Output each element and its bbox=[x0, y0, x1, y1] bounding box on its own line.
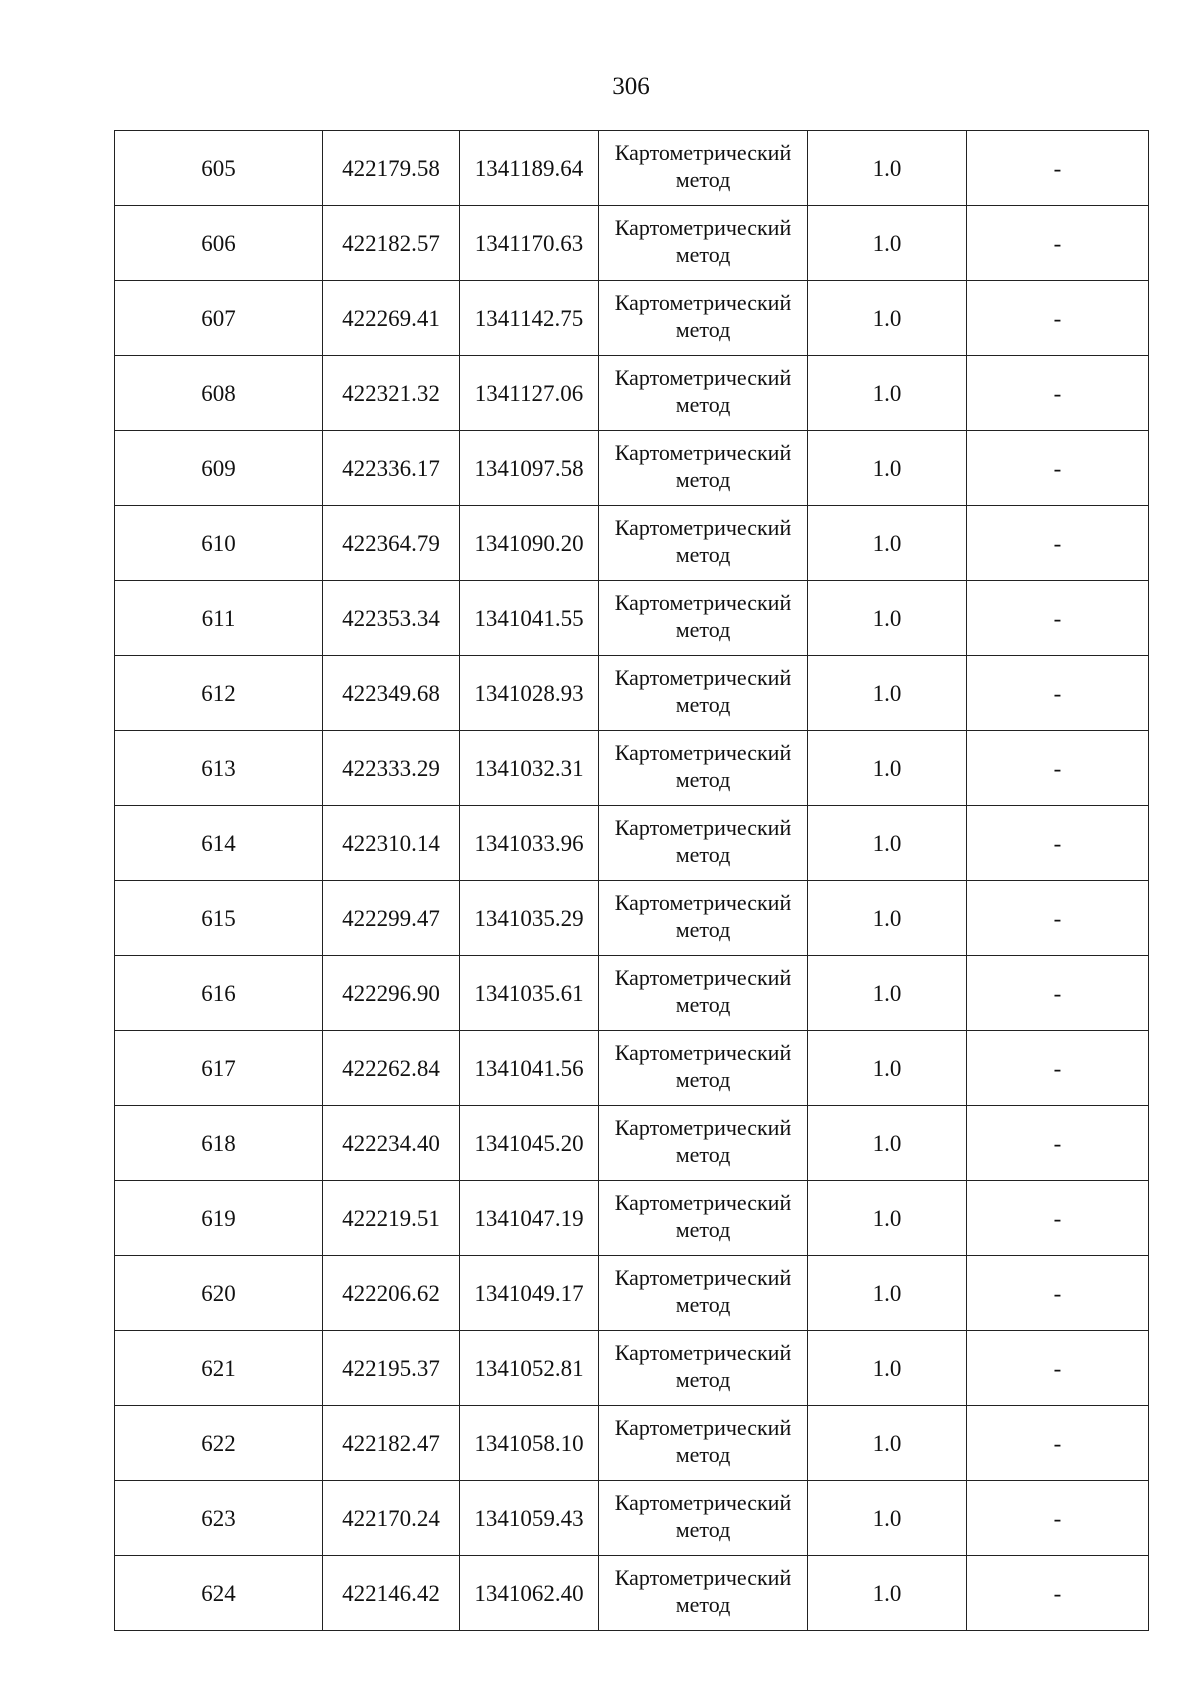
x-coordinate-cell: 422182.47 bbox=[323, 1406, 460, 1481]
table-row bbox=[115, 1031, 1149, 1106]
point-number-cell: 616 bbox=[115, 956, 323, 1031]
accuracy-cell: 1.0 bbox=[808, 206, 967, 281]
x-coordinate-cell: 422296.90 bbox=[323, 956, 460, 1031]
method-line-2: метод bbox=[675, 992, 731, 1017]
table-row bbox=[115, 206, 1149, 281]
x-coordinate-cell: 422262.84 bbox=[323, 1031, 460, 1106]
method-line-1: Картометрический bbox=[614, 440, 792, 465]
note-cell: - bbox=[967, 1406, 1149, 1481]
y-coordinate-cell: 1341041.55 bbox=[460, 581, 599, 656]
y-coordinate-cell: 1341052.81 bbox=[460, 1331, 599, 1406]
accuracy-cell: 1.0 bbox=[808, 1256, 967, 1331]
point-number-cell: 607 bbox=[115, 281, 323, 356]
accuracy-cell: 1.0 bbox=[808, 1481, 967, 1556]
method-line-1: Картометрический bbox=[614, 1190, 792, 1215]
point-number-cell: 621 bbox=[115, 1331, 323, 1406]
note-cell: - bbox=[967, 806, 1149, 881]
accuracy-cell: 1.0 bbox=[808, 881, 967, 956]
x-coordinate-cell: 422364.79 bbox=[323, 506, 460, 581]
coordinates-table bbox=[114, 130, 1149, 1631]
table-row bbox=[115, 881, 1149, 956]
note-cell: - bbox=[967, 1106, 1149, 1181]
method-cell bbox=[599, 806, 808, 881]
method-line-2: метод bbox=[675, 1517, 731, 1542]
accuracy-cell: 1.0 bbox=[808, 1556, 967, 1631]
table-row bbox=[115, 581, 1149, 656]
method-line-1: Картометрический bbox=[614, 740, 792, 765]
point-number-cell: 618 bbox=[115, 1106, 323, 1181]
point-number-cell: 613 bbox=[115, 731, 323, 806]
point-number-cell: 608 bbox=[115, 356, 323, 431]
x-coordinate-cell: 422269.41 bbox=[323, 281, 460, 356]
method-line-1: Картометрический bbox=[614, 1115, 792, 1140]
method-line-1: Картометрический bbox=[614, 1040, 792, 1065]
y-coordinate-cell: 1341035.29 bbox=[460, 881, 599, 956]
accuracy-cell: 1.0 bbox=[808, 1106, 967, 1181]
table-row bbox=[115, 1556, 1149, 1631]
table-row bbox=[115, 1406, 1149, 1481]
table-row bbox=[115, 1181, 1149, 1256]
method-line-2: метод bbox=[675, 1367, 731, 1392]
x-coordinate-cell: 422353.34 bbox=[323, 581, 460, 656]
method-line-1: Картометрический bbox=[614, 215, 792, 240]
accuracy-cell: 1.0 bbox=[808, 956, 967, 1031]
method-cell bbox=[599, 131, 808, 206]
table-row bbox=[115, 656, 1149, 731]
method-line-1: Картометрический bbox=[614, 965, 792, 990]
y-coordinate-cell: 1341049.17 bbox=[460, 1256, 599, 1331]
accuracy-cell: 1.0 bbox=[808, 431, 967, 506]
accuracy-cell: 1.0 bbox=[808, 1406, 967, 1481]
x-coordinate-cell: 422170.24 bbox=[323, 1481, 460, 1556]
y-coordinate-cell: 1341097.58 bbox=[460, 431, 599, 506]
accuracy-cell: 1.0 bbox=[808, 506, 967, 581]
note-cell: - bbox=[967, 881, 1149, 956]
note-cell: - bbox=[967, 131, 1149, 206]
method-line-1: Картометрический bbox=[614, 590, 792, 615]
method-cell bbox=[599, 356, 808, 431]
point-number-cell: 611 bbox=[115, 581, 323, 656]
y-coordinate-cell: 1341127.06 bbox=[460, 356, 599, 431]
method-line-2: метод bbox=[675, 1292, 731, 1317]
method-line-1: Картометрический bbox=[614, 665, 792, 690]
x-coordinate-cell: 422321.32 bbox=[323, 356, 460, 431]
x-coordinate-cell: 422219.51 bbox=[323, 1181, 460, 1256]
y-coordinate-cell: 1341189.64 bbox=[460, 131, 599, 206]
x-coordinate-cell: 422333.29 bbox=[323, 731, 460, 806]
accuracy-cell: 1.0 bbox=[808, 581, 967, 656]
table-row bbox=[115, 131, 1149, 206]
accuracy-cell: 1.0 bbox=[808, 131, 967, 206]
y-coordinate-cell: 1341028.93 bbox=[460, 656, 599, 731]
method-cell bbox=[599, 1406, 808, 1481]
accuracy-cell: 1.0 bbox=[808, 1031, 967, 1106]
note-cell: - bbox=[967, 1256, 1149, 1331]
method-cell bbox=[599, 881, 808, 956]
note-cell: - bbox=[967, 1181, 1149, 1256]
table-row bbox=[115, 806, 1149, 881]
point-number-cell: 619 bbox=[115, 1181, 323, 1256]
note-cell: - bbox=[967, 281, 1149, 356]
method-line-1: Картометрический bbox=[614, 1340, 792, 1365]
method-cell bbox=[599, 206, 808, 281]
table-row bbox=[115, 1256, 1149, 1331]
method-line-2: метод bbox=[675, 1217, 731, 1242]
x-coordinate-cell: 422195.37 bbox=[323, 1331, 460, 1406]
note-cell: - bbox=[967, 1031, 1149, 1106]
method-line-1: Картометрический bbox=[614, 1565, 792, 1590]
note-cell: - bbox=[967, 1481, 1149, 1556]
point-number-cell: 605 bbox=[115, 131, 323, 206]
method-cell bbox=[599, 281, 808, 356]
method-cell bbox=[599, 1481, 808, 1556]
method-line-1: Картометрический bbox=[614, 1490, 792, 1515]
method-line-2: метод bbox=[675, 242, 731, 267]
method-cell bbox=[599, 656, 808, 731]
table-row bbox=[115, 506, 1149, 581]
method-line-1: Картометрический bbox=[614, 1265, 792, 1290]
method-cell bbox=[599, 1106, 808, 1181]
method-line-2: метод bbox=[675, 317, 731, 342]
table-row bbox=[115, 1106, 1149, 1181]
note-cell: - bbox=[967, 1556, 1149, 1631]
method-line-2: метод bbox=[675, 1592, 731, 1617]
x-coordinate-cell: 422179.58 bbox=[323, 131, 460, 206]
y-coordinate-cell: 1341041.56 bbox=[460, 1031, 599, 1106]
accuracy-cell: 1.0 bbox=[808, 806, 967, 881]
accuracy-cell: 1.0 bbox=[808, 731, 967, 806]
table-row bbox=[115, 1481, 1149, 1556]
point-number-cell: 617 bbox=[115, 1031, 323, 1106]
method-line-2: метод bbox=[675, 692, 731, 717]
x-coordinate-cell: 422146.42 bbox=[323, 1556, 460, 1631]
method-cell bbox=[599, 581, 808, 656]
method-line-1: Картометрический bbox=[614, 815, 792, 840]
method-line-2: метод bbox=[675, 1142, 731, 1167]
point-number-cell: 610 bbox=[115, 506, 323, 581]
note-cell: - bbox=[967, 506, 1149, 581]
method-line-2: метод bbox=[675, 1442, 731, 1467]
table-row bbox=[115, 731, 1149, 806]
accuracy-cell: 1.0 bbox=[808, 656, 967, 731]
method-cell bbox=[599, 1031, 808, 1106]
accuracy-cell: 1.0 bbox=[808, 1331, 967, 1406]
table-row bbox=[115, 431, 1149, 506]
method-line-1: Картометрический bbox=[614, 365, 792, 390]
method-line-2: метод bbox=[675, 467, 731, 492]
y-coordinate-cell: 1341170.63 bbox=[460, 206, 599, 281]
method-cell bbox=[599, 1331, 808, 1406]
note-cell: - bbox=[967, 356, 1149, 431]
table-row bbox=[115, 356, 1149, 431]
point-number-cell: 620 bbox=[115, 1256, 323, 1331]
method-line-1: Картометрический bbox=[614, 140, 792, 165]
x-coordinate-cell: 422336.17 bbox=[323, 431, 460, 506]
note-cell: - bbox=[967, 656, 1149, 731]
method-cell bbox=[599, 1556, 808, 1631]
point-number-cell: 624 bbox=[115, 1556, 323, 1631]
method-cell bbox=[599, 731, 808, 806]
table-row bbox=[115, 1331, 1149, 1406]
method-line-2: метод bbox=[675, 617, 731, 642]
y-coordinate-cell: 1341059.43 bbox=[460, 1481, 599, 1556]
method-cell bbox=[599, 431, 808, 506]
method-line-1: Картометрический bbox=[614, 290, 792, 315]
method-line-2: метод bbox=[675, 1067, 731, 1092]
accuracy-cell: 1.0 bbox=[808, 356, 967, 431]
method-line-2: метод bbox=[675, 167, 731, 192]
point-number-cell: 623 bbox=[115, 1481, 323, 1556]
y-coordinate-cell: 1341058.10 bbox=[460, 1406, 599, 1481]
point-number-cell: 614 bbox=[115, 806, 323, 881]
method-line-2: метод bbox=[675, 842, 731, 867]
method-line-2: метод bbox=[675, 917, 731, 942]
method-line-1: Картометрический bbox=[614, 1415, 792, 1440]
note-cell: - bbox=[967, 956, 1149, 1031]
method-line-2: метод bbox=[675, 767, 731, 792]
y-coordinate-cell: 1341032.31 bbox=[460, 731, 599, 806]
method-cell bbox=[599, 1256, 808, 1331]
table-row bbox=[115, 281, 1149, 356]
point-number-cell: 612 bbox=[115, 656, 323, 731]
method-line-1: Картометрический bbox=[614, 890, 792, 915]
method-cell bbox=[599, 506, 808, 581]
accuracy-cell: 1.0 bbox=[808, 1181, 967, 1256]
point-number-cell: 606 bbox=[115, 206, 323, 281]
point-number-cell: 615 bbox=[115, 881, 323, 956]
note-cell: - bbox=[967, 1331, 1149, 1406]
x-coordinate-cell: 422234.40 bbox=[323, 1106, 460, 1181]
accuracy-cell: 1.0 bbox=[808, 281, 967, 356]
y-coordinate-cell: 1341047.19 bbox=[460, 1181, 599, 1256]
y-coordinate-cell: 1341035.61 bbox=[460, 956, 599, 1031]
method-line-2: метод bbox=[675, 542, 731, 567]
x-coordinate-cell: 422349.68 bbox=[323, 656, 460, 731]
x-coordinate-cell: 422182.57 bbox=[323, 206, 460, 281]
y-coordinate-cell: 1341142.75 bbox=[460, 281, 599, 356]
y-coordinate-cell: 1341062.40 bbox=[460, 1556, 599, 1631]
method-line-1: Картометрический bbox=[614, 515, 792, 540]
y-coordinate-cell: 1341045.20 bbox=[460, 1106, 599, 1181]
table-body bbox=[115, 131, 1149, 1631]
note-cell: - bbox=[967, 731, 1149, 806]
note-cell: - bbox=[967, 581, 1149, 656]
y-coordinate-cell: 1341090.20 bbox=[460, 506, 599, 581]
note-cell: - bbox=[967, 431, 1149, 506]
y-coordinate-cell: 1341033.96 bbox=[460, 806, 599, 881]
method-cell bbox=[599, 1181, 808, 1256]
point-number-cell: 609 bbox=[115, 431, 323, 506]
x-coordinate-cell: 422299.47 bbox=[323, 881, 460, 956]
note-cell: - bbox=[967, 206, 1149, 281]
x-coordinate-cell: 422206.62 bbox=[323, 1256, 460, 1331]
table-row bbox=[115, 956, 1149, 1031]
method-cell bbox=[599, 956, 808, 1031]
point-number-cell: 622 bbox=[115, 1406, 323, 1481]
method-line-2: метод bbox=[675, 392, 731, 417]
page-number: 306 bbox=[612, 73, 650, 100]
x-coordinate-cell: 422310.14 bbox=[323, 806, 460, 881]
